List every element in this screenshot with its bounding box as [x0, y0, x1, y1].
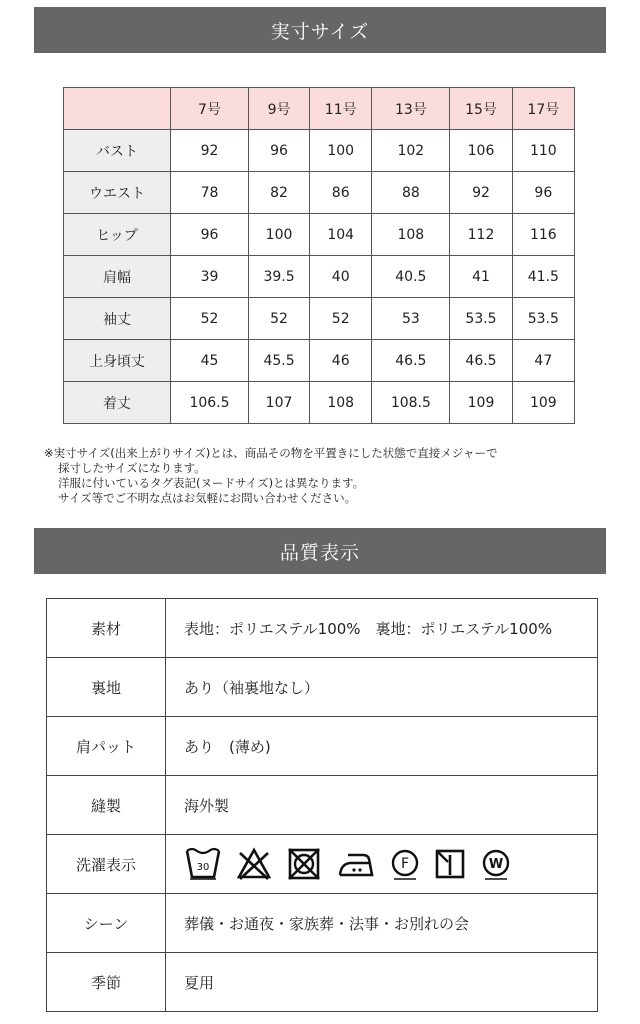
- size-cell: 46: [310, 340, 372, 382]
- size-cell: 104: [310, 214, 372, 256]
- quality-row-lining: [47, 658, 598, 717]
- size-table-header-row: [64, 88, 575, 130]
- size-cell: 53: [372, 298, 450, 340]
- size-cell: 116: [512, 214, 574, 256]
- quality-label: シーン: [47, 894, 166, 953]
- size-col-header: 13号: [372, 88, 450, 130]
- size-cell: 41: [450, 256, 512, 298]
- size-table-row: [64, 214, 575, 256]
- size-cell: 52: [249, 298, 310, 340]
- size-notes: [44, 446, 624, 506]
- quality-label: 裏地: [47, 658, 166, 717]
- dry-clean-letter: F: [400, 856, 410, 872]
- size-cell: 109: [450, 382, 512, 424]
- size-table-row: [64, 172, 575, 214]
- care-icons: [184, 847, 597, 881]
- size-col-header: 7号: [171, 88, 249, 130]
- size-cell: 45.5: [249, 340, 310, 382]
- size-note-line: サイズ等でご不明な点はお気軽にお問い合わせください。: [58, 491, 357, 505]
- size-col-header: 11号: [310, 88, 372, 130]
- size-row-label: バスト: [64, 130, 171, 172]
- size-cell: 41.5: [512, 256, 574, 298]
- size-cell: 110: [512, 130, 574, 172]
- size-row-label: 袖丈: [64, 298, 171, 340]
- quality-row-season: [47, 953, 598, 1012]
- size-cell: 47: [512, 340, 574, 382]
- size-cell: 82: [249, 172, 310, 214]
- wet-clean-letter: W: [488, 857, 504, 872]
- wash-temp-label: 30: [196, 862, 210, 873]
- size-cell: 108.5: [372, 382, 450, 424]
- quality-label: 肩パット: [47, 717, 166, 776]
- size-cell: 40.5: [372, 256, 450, 298]
- size-cell: 107: [249, 382, 310, 424]
- size-col-header: 17号: [512, 88, 574, 130]
- size-cell: 52: [310, 298, 372, 340]
- quality-row-material: [47, 599, 598, 658]
- size-col-header: 9号: [249, 88, 310, 130]
- size-cell: 40: [310, 256, 372, 298]
- size-cell: 88: [372, 172, 450, 214]
- size-cell: 106: [450, 130, 512, 172]
- quality-value: あり（袖裏地なし）: [166, 658, 598, 717]
- quality-row-scene: [47, 894, 598, 953]
- size-row-label: 着丈: [64, 382, 171, 424]
- quality-label: 縫製: [47, 776, 166, 835]
- size-cell: 100: [249, 214, 310, 256]
- size-cell: 45: [171, 340, 249, 382]
- dry-clean-f-icon: [390, 847, 420, 881]
- size-row-label: ウエスト: [64, 172, 171, 214]
- size-table-row: [64, 298, 575, 340]
- size-table-row: [64, 340, 575, 382]
- size-cell: 92: [171, 130, 249, 172]
- size-cell: 108: [372, 214, 450, 256]
- care-icons-cell: [166, 835, 598, 894]
- iron-low-icon: [336, 847, 376, 881]
- quality-value: 海外製: [166, 776, 598, 835]
- size-note-line: 採寸したサイズになります。: [58, 461, 206, 475]
- size-cell: 86: [310, 172, 372, 214]
- size-table: [63, 87, 575, 424]
- size-cell: 112: [450, 214, 512, 256]
- size-col-header: 15号: [450, 88, 512, 130]
- size-cell: 78: [171, 172, 249, 214]
- quality-value: 表地：ポリエステル100% 裏地：ポリエステル100%: [166, 599, 598, 658]
- size-cell: 39.5: [249, 256, 310, 298]
- size-cell: 106.5: [171, 382, 249, 424]
- size-table-corner: [64, 88, 171, 130]
- size-cell: 109: [512, 382, 574, 424]
- wet-clean-w-icon: [480, 847, 512, 881]
- size-note-line: 洋服に付いているタグ表記(ヌードサイズ)とは異なります。: [58, 476, 365, 490]
- size-cell: 108: [310, 382, 372, 424]
- size-cell: 53.5: [450, 298, 512, 340]
- size-cell: 92: [450, 172, 512, 214]
- size-cell: 96: [171, 214, 249, 256]
- quality-row-sewing: [47, 776, 598, 835]
- size-cell: 53.5: [512, 298, 574, 340]
- size-cell: 46.5: [372, 340, 450, 382]
- size-row-label: 上身頃丈: [64, 340, 171, 382]
- size-cell: 96: [249, 130, 310, 172]
- line-dry-shade-icon: [434, 847, 466, 881]
- quality-value: あり (薄め): [166, 717, 598, 776]
- size-table-row: [64, 382, 575, 424]
- size-row-label: ヒップ: [64, 214, 171, 256]
- quality-label: 素材: [47, 599, 166, 658]
- quality-value: 夏用: [166, 953, 598, 1012]
- quality-row-care: [47, 835, 598, 894]
- wash-30-icon: [184, 847, 222, 881]
- quality-table: [46, 598, 598, 1012]
- size-table-row: [64, 256, 575, 298]
- size-cell: 52: [171, 298, 249, 340]
- quality-label: 洗濯表示: [47, 835, 166, 894]
- quality-section-header: [34, 528, 606, 574]
- size-cell: 46.5: [450, 340, 512, 382]
- size-cell: 39: [171, 256, 249, 298]
- size-section-title: 実寸サイズ: [270, 20, 370, 43]
- size-section-header: [34, 7, 606, 53]
- quality-label: 季節: [47, 953, 166, 1012]
- size-cell: 102: [372, 130, 450, 172]
- size-cell: 96: [512, 172, 574, 214]
- quality-value: 葬儀・お通夜・家族葬・法事・お別れの会: [166, 894, 598, 953]
- no-bleach-icon: [236, 847, 272, 881]
- size-note-line: ※実寸サイズ(出来上がりサイズ)とは、商品その物を平置きにした状態で直接メジャーで: [44, 446, 498, 460]
- no-tumble-dry-icon: [286, 847, 322, 881]
- size-row-label: 肩幅: [64, 256, 171, 298]
- quality-row-shoulder-pad: [47, 717, 598, 776]
- size-cell: 100: [310, 130, 372, 172]
- quality-section-title: 品質表示: [279, 541, 360, 564]
- size-table-row: [64, 130, 575, 172]
